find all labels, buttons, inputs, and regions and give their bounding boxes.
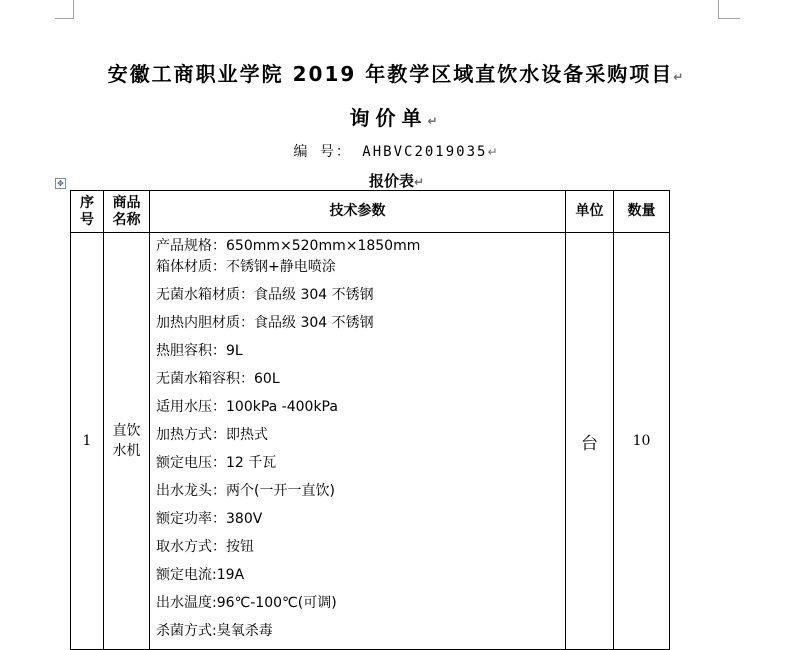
header-qty: 数量 [614, 191, 670, 233]
param-line: 额定电流:19A [156, 567, 245, 583]
param-line: 箱体材质：不锈钢+静电喷涂 [156, 259, 336, 275]
row-params [150, 233, 566, 650]
row-unit: 台 [566, 233, 614, 650]
param-line: 适用水压：100kPa -400kPa [156, 399, 338, 415]
row-name: 直饮水机 [104, 233, 150, 650]
param-line: 额定电压：12 千瓦 [156, 455, 277, 471]
param-line: 加热内胆材质：食品级 304 不锈钢 [156, 315, 374, 331]
document-title: 安徽工商职业学院 2019 年教学区域直饮水设备采购项目↵ [107, 62, 686, 86]
crop-mark-left-h [55, 18, 74, 19]
crop-mark-left-v [73, 0, 74, 18]
crop-mark-right-h [718, 18, 740, 19]
document-serial: 编 号： AHBVC2019035↵ [293, 144, 500, 160]
param-list [156, 236, 565, 649]
param-line: 无菌水箱容积：60L [156, 371, 280, 387]
param-line: 额定功率：380V [156, 511, 263, 527]
header-params: 技术参数 [150, 191, 566, 233]
param-line: 取水方式：按钮 [156, 539, 254, 555]
table-caption: 报价表↵ [368, 172, 425, 190]
param-line: 出水龙头：两个(一开一直饮) [156, 483, 335, 499]
crop-mark-right-v [718, 0, 719, 18]
document-subtitle: 询价单↵ [349, 106, 444, 130]
param-line: 热胆容积：9L [156, 343, 243, 359]
param-line: 产品规格：650mm×520mm×1850mm [156, 238, 421, 254]
table-row [71, 233, 670, 650]
table-move-handle-icon[interactable]: ✥ [55, 178, 66, 189]
header-unit: 单位 [566, 191, 614, 233]
param-line: 无菌水箱材质：食品级 304 不锈钢 [156, 287, 374, 303]
header-seq: 序号 [71, 191, 104, 233]
row-seq: 1 [71, 233, 104, 650]
param-line: 杀菌方式:臭氧杀毒 [156, 623, 273, 639]
param-line: 出水温度:96℃-100℃(可调) [156, 595, 337, 611]
row-qty: 10 [614, 233, 670, 650]
table-header-row [71, 191, 670, 233]
param-line: 加热方式：即热式 [156, 427, 268, 443]
header-name: 商品名称 [104, 191, 150, 233]
quote-table [70, 190, 670, 650]
